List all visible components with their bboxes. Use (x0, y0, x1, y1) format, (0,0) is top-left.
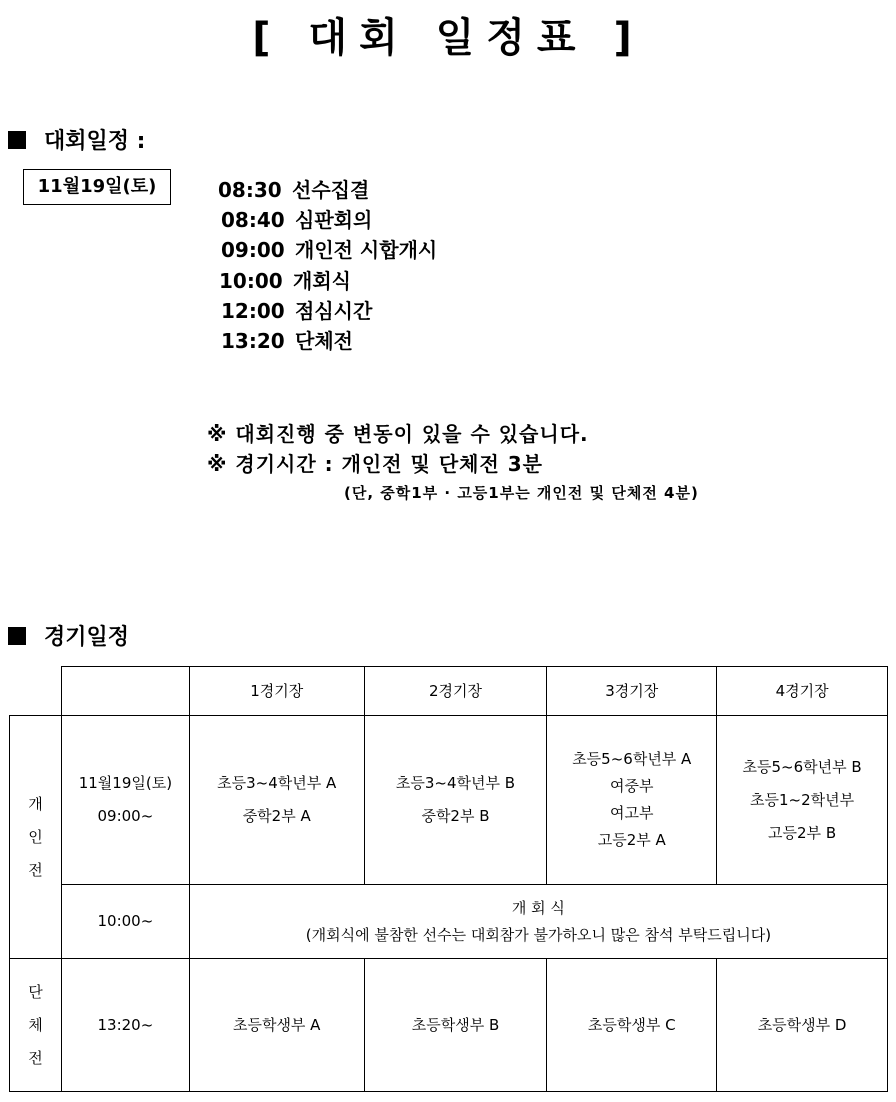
arena-cell (364, 716, 547, 885)
square-bullet-icon (8, 131, 26, 149)
division-name: 중학2부 B (421, 807, 490, 825)
section-heading-match-schedule (8, 620, 129, 651)
ceremony-time: 10:00~ (61, 885, 189, 959)
schedule-event: 선수집결 (292, 178, 370, 202)
match-time: 09:00~ (97, 807, 154, 825)
notice-text: ※ 대회진행 중 변동이 있을 수 있습니다. (207, 422, 589, 446)
team-label-char: 단 (28, 982, 43, 1001)
division-name: 초등3~4학년부 A (217, 774, 337, 792)
schedule-time: 08:30 (218, 178, 282, 202)
empty-header-cell (61, 667, 189, 716)
date-time-cell (61, 716, 189, 885)
division-name: 초등5~6학년부 A (572, 750, 692, 768)
schedule-time: 12:00 (221, 299, 285, 323)
individual-category-label (10, 716, 62, 959)
individual-label-char: 전 (28, 860, 43, 879)
match-time: 13:20~ (61, 959, 189, 1092)
division-name: 초등3~4학년부 B (395, 774, 516, 792)
column-header: 4경기장 (717, 667, 888, 716)
schedule-event: 점심시간 (295, 299, 373, 323)
schedule-row (218, 174, 369, 203)
page-title: [ 대회 일정표 ] (252, 15, 644, 61)
event-date-box: 11월19일(토) (23, 169, 171, 205)
schedule-row (219, 265, 351, 294)
arena-cell (717, 716, 888, 885)
division-name: 초등5~6학년부 B (742, 757, 862, 776)
match-schedule-table (9, 666, 888, 1092)
table-row (10, 959, 888, 1092)
ceremony-title: 개 회 식 (511, 898, 565, 917)
division-name: 초등학생부 C (547, 959, 717, 1092)
column-header: 3경기장 (547, 667, 717, 716)
division-name: 고등2부 B (768, 823, 837, 842)
table-row (10, 716, 888, 885)
team-label-char: 체 (28, 1015, 43, 1034)
schedule-event: 단체전 (295, 329, 353, 353)
division-name: 초등1~2학년부 (750, 790, 855, 809)
section-heading-event-schedule (8, 124, 145, 155)
team-label-char: 전 (28, 1048, 43, 1067)
schedule-row (221, 204, 372, 233)
ceremony-note: (개회식에 불참한 선수는 대회참가 불가하오니 많은 참석 부탁드립니다) (305, 925, 772, 944)
column-header: 1경기장 (189, 667, 364, 716)
section-heading-label: 대회일정 : (44, 129, 146, 154)
schedule-event: 심판회의 (295, 208, 373, 232)
division-name: 초등학생부 B (364, 959, 547, 1092)
schedule-event: 개인전 시합개시 (295, 238, 438, 262)
empty-corner-cell (10, 667, 62, 716)
schedule-event: 개회식 (293, 269, 351, 293)
notice-subtext: (단, 중학1부 · 고등1부는 개인전 및 단체전 4분) (344, 484, 699, 502)
table-row (10, 885, 888, 959)
arena-cell (189, 716, 364, 885)
division-name: 여중부 (610, 777, 654, 795)
individual-label-char: 개 (28, 794, 43, 813)
schedule-row (221, 295, 372, 324)
schedule-row (221, 325, 353, 354)
column-header: 2경기장 (364, 667, 547, 716)
schedule-time: 10:00 (219, 269, 283, 293)
division-name: 초등학생부 A (189, 959, 364, 1092)
schedule-time: 08:40 (221, 208, 285, 232)
match-date: 11월19일(토) (78, 774, 173, 792)
team-category-label (10, 959, 62, 1092)
individual-label-char: 인 (28, 827, 43, 846)
notice-text: ※ 경기시간 : 개인전 및 단체전 3분 (207, 452, 543, 476)
division-name: 중학2부 A (242, 807, 311, 825)
arena-cell (547, 716, 717, 885)
schedule-time: 13:20 (221, 329, 285, 353)
section-heading-label: 경기일정 (44, 625, 130, 650)
division-name: 여고부 (610, 804, 654, 822)
division-name: 고등2부 A (597, 831, 666, 849)
table-header-row (10, 667, 888, 716)
schedule-time: 09:00 (221, 238, 285, 262)
square-bullet-icon (8, 627, 26, 645)
division-name: 초등학생부 D (717, 959, 888, 1092)
schedule-row (221, 234, 437, 263)
ceremony-cell (189, 885, 887, 959)
